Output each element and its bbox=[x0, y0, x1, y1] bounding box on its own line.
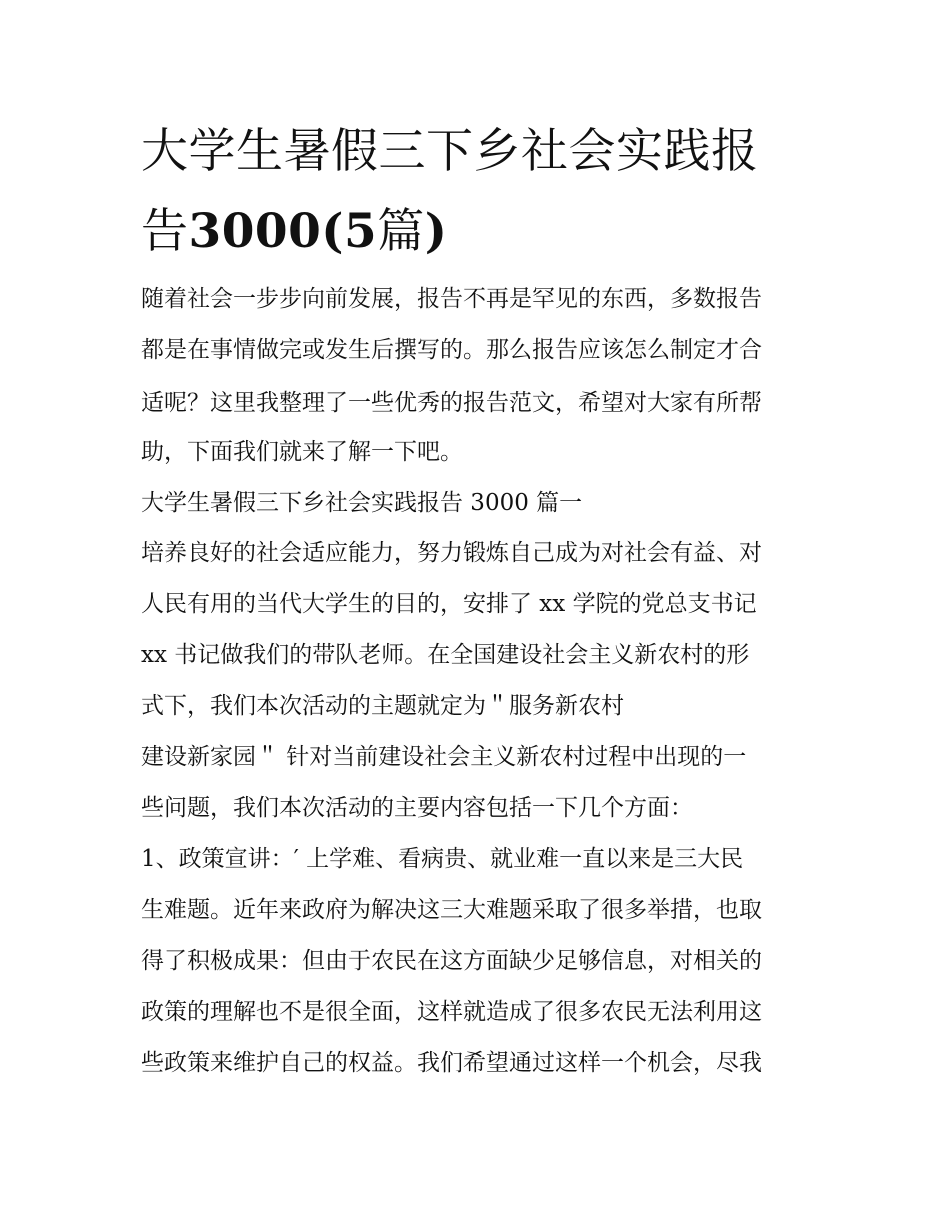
body-line: 些问题，我们本次活动的主要内容包括一下几个方面： bbox=[141, 795, 693, 821]
body-line: 生难题。近年来政府为解决这三大难题采取了很多举措，也取 bbox=[141, 897, 762, 923]
body-line: 得了积极成果：但由于农民在这方面缺少足够信息，对相关的 bbox=[141, 948, 762, 974]
body-line: 式下，我们本次活动的主题就定为＂服务新农村 bbox=[141, 693, 624, 719]
body-line: 随着社会一步步向前发展，报告不再是罕见的东西，多数报告 bbox=[141, 286, 762, 312]
body-line: 培养良好的社会适应能力，努力锻炼自己成为对社会有益、对 bbox=[141, 540, 762, 566]
body-line: 建设新家园＂ 针对当前建设社会主义新农村过程中出现的一 bbox=[141, 744, 747, 770]
title-line-2-number: 3000(5 bbox=[188, 204, 378, 259]
title-line-2-mid: 篇 bbox=[377, 204, 425, 259]
body-line: xx 书记做我们的带队老师。在全国建设社会主义新农村的形 bbox=[141, 642, 750, 668]
section-heading: 大学生暑假三下乡社会实践报告 3000 篇一 bbox=[141, 490, 583, 516]
document-title bbox=[141, 112, 821, 272]
title-line-2-suffix: ) bbox=[424, 204, 448, 259]
title-line-2-prefix: 告 bbox=[141, 204, 189, 259]
body-line: 政策的理解也不是很全面，这样就造成了很多农民无法利用这 bbox=[141, 999, 762, 1025]
body-line: 些政策来维护自己的权益。我们希望通过这样一个机会，尽我 bbox=[141, 1050, 762, 1076]
body-line: 助，下面我们就来了解一下吧。 bbox=[141, 439, 463, 465]
list-item-1: 1、政策宣讲：′ 上学难、看病贵、就业难一直以来是三大民 bbox=[141, 846, 744, 872]
body-line: 适呢？这里我整理了一些优秀的报告范文，希望对大家有所帮 bbox=[141, 390, 762, 416]
title-line-1: 大学生暑假三下乡社会实践报 bbox=[141, 124, 759, 179]
body-line: 人民有用的当代大学生的目的，安排了 xx 学院的党总支书记 bbox=[141, 591, 757, 617]
body-line: 都是在事情做完或发生后撰写的。那么报告应该怎么制定才合 bbox=[141, 337, 762, 363]
